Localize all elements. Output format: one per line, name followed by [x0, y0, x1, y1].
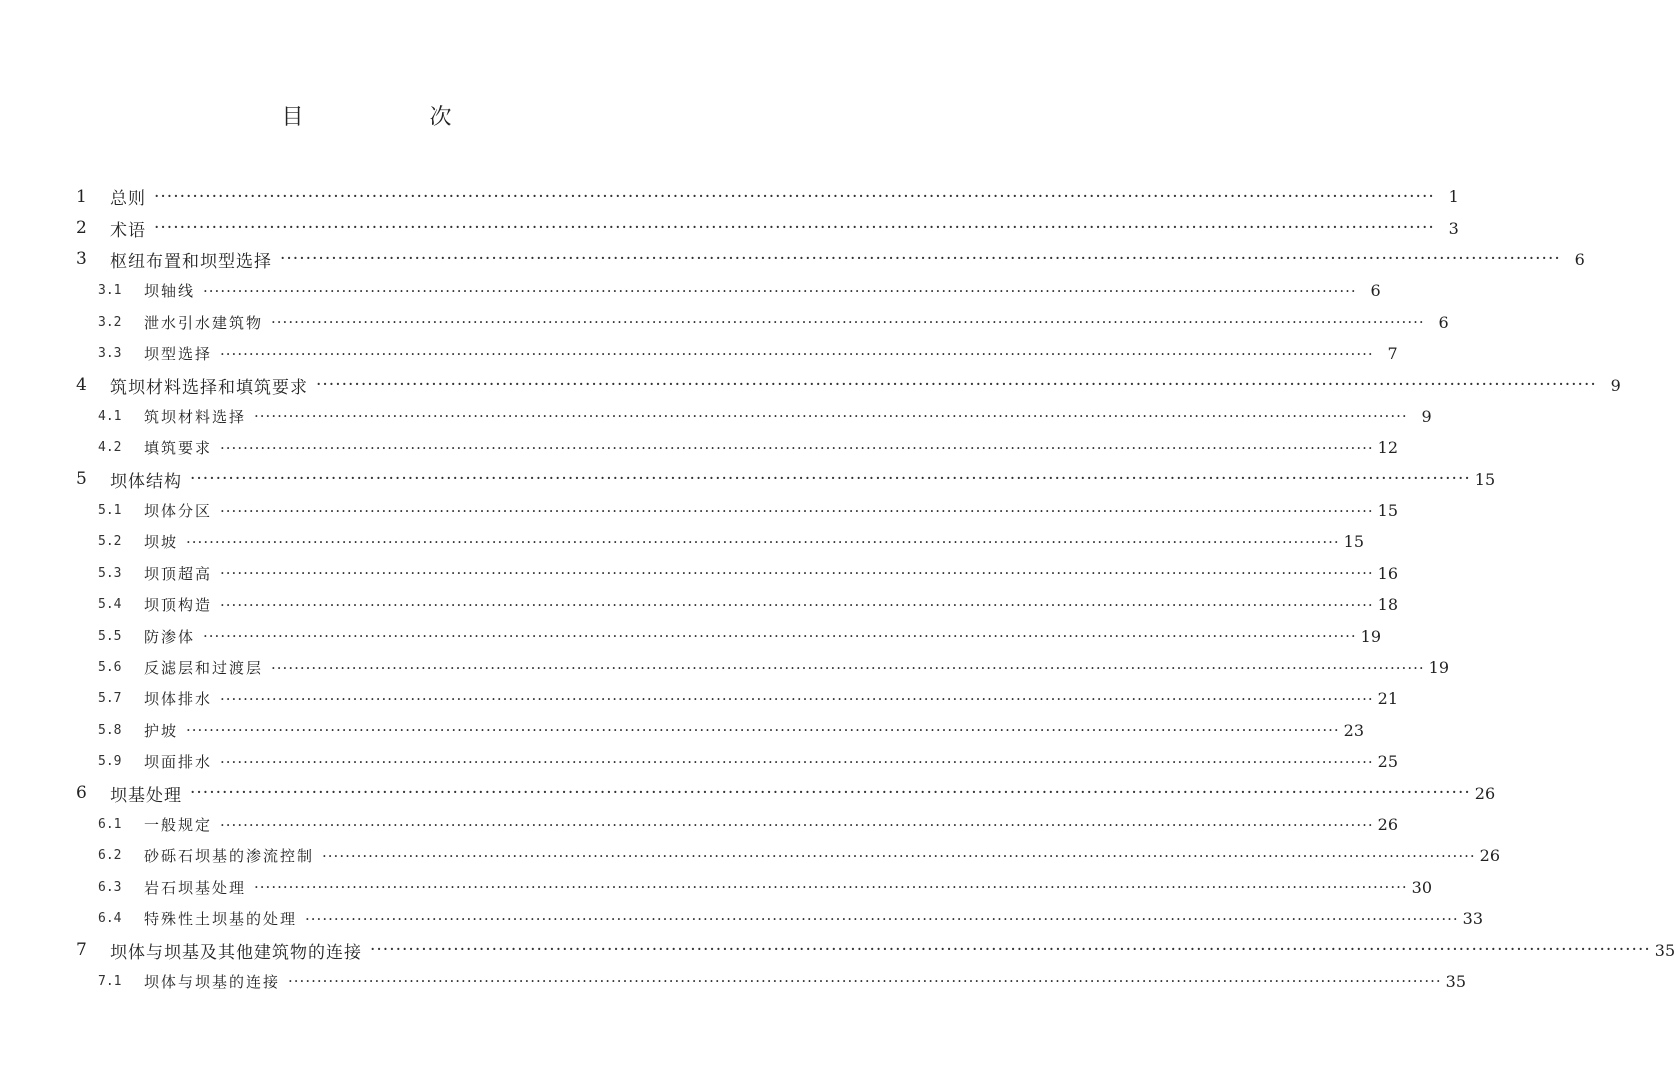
toc-entry-title: 筑坝材料选择	[144, 407, 247, 426]
toc-entry-page-number: 3	[1448, 218, 1459, 238]
toc-entry-title: 坝体与坝基的连接	[144, 972, 281, 991]
toc-dot-leader: ········································································································································································································	[280, 249, 1561, 270]
toc-section-entry[interactable]	[76, 589, 1398, 620]
toc-dot-leader: ········································································································································································································	[288, 972, 1442, 991]
toc-chapter-entry[interactable]	[76, 212, 1459, 243]
toc-chapter-entry[interactable]	[76, 777, 1496, 808]
toc-dot-leader: ········································································································································································································	[154, 218, 1435, 239]
toc-entry-number: 4	[76, 375, 87, 396]
toc-dot-leader: ········································································································································································································	[220, 815, 1374, 834]
toc-entry-page-number: 23	[1343, 720, 1364, 740]
toc-entry-title: 坝坡	[144, 533, 179, 552]
toc-entry-page-number: 6	[1370, 281, 1381, 301]
toc-dot-leader: ········································································································································································································	[220, 564, 1374, 583]
toc-entry-title: 坝型选择	[144, 345, 213, 364]
toc-entry-page-number: 19	[1360, 626, 1381, 646]
toc-entry-number: 7	[76, 940, 87, 961]
toc-entry-page-number: 19	[1428, 658, 1449, 678]
toc-entry-number: 6	[76, 783, 87, 804]
toc-dot-leader: ········································································································································································································	[316, 375, 1597, 396]
toc-entry-page-number: 7	[1387, 344, 1398, 364]
toc-entry-page-number: 12	[1377, 438, 1398, 458]
toc-chapter-entry[interactable]	[76, 464, 1496, 495]
toc-section-entry[interactable]	[76, 338, 1398, 369]
toc-entry-title: 坝轴线	[144, 282, 196, 301]
toc-dot-leader: ········································································································································································································	[254, 407, 1408, 426]
toc-section-entry[interactable]	[76, 903, 1483, 934]
toc-entry-title: 填筑要求	[144, 439, 213, 458]
toc-entry-title: 岩石坝基处理	[144, 878, 247, 897]
toc-entry-number: 1	[76, 186, 87, 207]
toc-dot-leader: ········································································································································································································	[220, 689, 1374, 708]
toc-entry-page-number: 25	[1377, 752, 1398, 772]
toc-entry-number: 6.3	[98, 879, 122, 895]
toc-entry-number: 6.1	[98, 817, 122, 832]
toc-dot-leader: ········································································································································································································	[271, 313, 1425, 332]
toc-entry-number: 5.8	[98, 722, 122, 738]
page-title: 目 次	[281, 105, 504, 130]
toc-entry-page-number: 21	[1377, 689, 1398, 709]
toc-entry-title: 反滤层和过渡层	[144, 659, 264, 678]
toc-entry-number: 2	[76, 218, 87, 239]
toc-section-entry[interactable]	[76, 809, 1398, 840]
toc-entry-number: 3.1	[98, 283, 122, 299]
toc-entry-page-number: 26	[1377, 815, 1398, 834]
toc-entry-title: 泄水引水建筑物	[144, 313, 264, 332]
toc-entry-page-number: 15	[1377, 501, 1398, 521]
toc-dot-leader: ········································································································································································································	[190, 783, 1471, 804]
toc-entry-page-number: 9	[1610, 375, 1621, 395]
toc-entry-number: 5.7	[98, 691, 122, 707]
toc-entry-number: 5.1	[98, 503, 122, 519]
toc-section-entry[interactable]	[76, 966, 1466, 997]
toc-entry-title: 坝体与坝基及其他建筑物的连接	[110, 942, 362, 963]
toc-section-entry[interactable]	[76, 652, 1449, 683]
toc-section-entry[interactable]	[76, 401, 1432, 432]
toc-dot-leader: ········································································································································································································	[220, 344, 1374, 363]
toc-entry-page-number: 16	[1377, 563, 1398, 583]
toc-section-entry[interactable]	[76, 746, 1398, 777]
toc-entry-page-number: 35	[1654, 940, 1675, 960]
toc-entry-number: 6.2	[98, 848, 122, 864]
toc-entry-number: 5.5	[98, 628, 122, 644]
toc-dot-leader: ········································································································································································································	[322, 846, 1476, 865]
toc-entry-number: 5	[76, 469, 87, 490]
toc-entry-title: 护坡	[144, 721, 179, 740]
toc-dot-leader: ········································································································································································································	[203, 627, 1357, 646]
toc-chapter-entry[interactable]	[76, 244, 1585, 275]
toc-section-entry[interactable]	[76, 620, 1381, 651]
toc-entry-page-number: 6	[1574, 249, 1585, 269]
toc-section-entry[interactable]	[76, 683, 1398, 714]
toc-entry-number: 5.9	[98, 754, 122, 770]
toc-section-entry[interactable]	[76, 307, 1449, 338]
toc-entry-number: 7.1	[98, 973, 122, 989]
toc-dot-leader: ········································································································································································································	[220, 752, 1374, 771]
toc-entry-title: 枢纽布置和坝型选择	[110, 251, 272, 272]
toc-entry-title: 坝体结构	[110, 471, 182, 492]
toc-entry-number: 5.2	[98, 534, 122, 550]
toc-dot-leader: ········································································································································································································	[190, 469, 1471, 490]
toc-section-entry[interactable]	[76, 432, 1398, 463]
toc-entry-title: 一般规定	[144, 816, 213, 834]
toc-dot-leader: ········································································································································································································	[154, 186, 1435, 207]
toc-entry-title: 坝体排水	[144, 690, 213, 709]
toc-dot-leader: ········································································································································································································	[220, 501, 1374, 520]
toc-chapter-entry[interactable]	[76, 181, 1459, 212]
toc-chapter-entry[interactable]	[76, 934, 1675, 965]
toc-entry-title: 术语	[110, 220, 146, 241]
toc-dot-leader: ········································································································································································································	[254, 878, 1408, 897]
toc-dot-leader: ········································································································································································································	[370, 940, 1651, 961]
toc-entry-title: 防渗体	[144, 627, 196, 646]
toc-entry-page-number: 33	[1462, 909, 1483, 929]
toc-entry-title: 坝顶超高	[144, 564, 213, 583]
toc-dot-leader: ········································································································································································································	[203, 281, 1357, 300]
toc-entry-page-number: 26	[1479, 846, 1500, 866]
toc-section-entry[interactable]	[76, 275, 1381, 306]
toc-dot-leader: ········································································································································································································	[220, 595, 1374, 614]
toc-entry-title: 砂砾石坝基的渗流控制	[144, 847, 315, 866]
toc-entry-title: 坝基处理	[110, 785, 182, 806]
toc-section-entry[interactable]	[76, 558, 1398, 589]
toc-dot-leader: ········································································································································································································	[271, 658, 1425, 677]
toc-chapter-entry[interactable]	[76, 369, 1621, 400]
toc-entry-page-number: 30	[1411, 877, 1432, 897]
toc-entry-page-number: 15	[1474, 469, 1496, 489]
toc-dot-leader: ········································································································································································································	[186, 721, 1340, 740]
table-of-contents	[76, 181, 1675, 997]
toc-entry-number: 3.3	[98, 346, 122, 362]
toc-entry-title: 坝顶构造	[144, 596, 213, 615]
toc-entry-page-number: 26	[1474, 783, 1496, 803]
toc-entry-page-number: 35	[1445, 971, 1466, 991]
toc-entry-title: 筑坝材料选择和填筑要求	[110, 377, 308, 398]
toc-entry-title: 特殊性土坝基的处理	[144, 910, 298, 929]
toc-entry-title: 坝面排水	[144, 753, 213, 772]
toc-entry-number: 4.2	[98, 440, 122, 456]
toc-entry-number: 6.4	[98, 911, 122, 927]
toc-entry-number: 5.6	[98, 660, 122, 676]
toc-section-entry[interactable]	[76, 495, 1398, 526]
toc-entry-page-number: 18	[1377, 595, 1398, 615]
toc-entry-number: 5.4	[98, 597, 122, 613]
toc-dot-leader: ········································································································································································································	[186, 532, 1340, 551]
toc-entry-number: 3	[76, 249, 87, 270]
toc-section-entry[interactable]	[76, 526, 1364, 557]
toc-entry-page-number: 15	[1343, 532, 1364, 552]
toc-entry-number: 5.3	[98, 565, 122, 581]
toc-entry-number: 4.1	[98, 408, 122, 424]
toc-entry-number: 3.2	[98, 314, 122, 330]
toc-section-entry[interactable]	[76, 872, 1432, 903]
toc-entry-title: 坝体分区	[144, 502, 213, 521]
toc-dot-leader: ········································································································································································································	[305, 909, 1459, 928]
toc-dot-leader: ········································································································································································································	[220, 438, 1374, 457]
toc-entry-page-number: 1	[1448, 187, 1459, 207]
toc-section-entry[interactable]	[76, 840, 1500, 871]
toc-entry-page-number: 6	[1438, 312, 1449, 332]
toc-entry-page-number: 9	[1421, 406, 1432, 426]
toc-entry-title: 总则	[110, 189, 146, 210]
toc-section-entry[interactable]	[76, 715, 1364, 746]
